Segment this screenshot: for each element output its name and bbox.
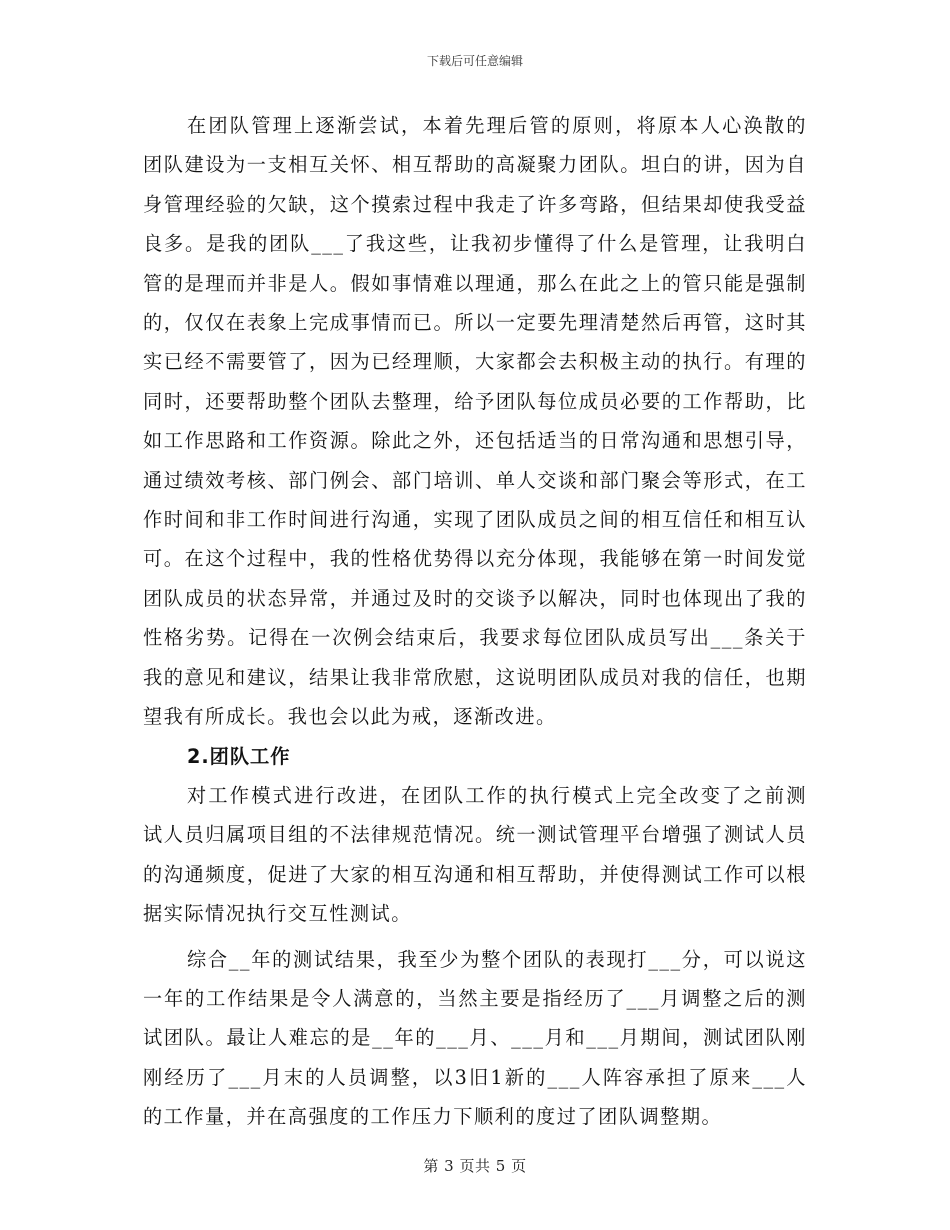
page-footer-page-number: 第 3 页共 5 页 — [423, 1157, 527, 1175]
paragraph-test-results: 综合__年的测试结果，我至少为整个团队的表现打___分，可以说这一年的工作结果是令人满意的，当然主要是指经历了___月调整之后的测试团队。最让人难忘的是__年的___月、___月和___月期间，测试团队刚刚经历了___月末的人员调整，以3旧1新的___人阵容承担了原来___人的工作量，并在高强度的工作压力下顺利的度过了团队调整期。 — [143, 947, 807, 1129]
paragraph-team-management: 在团队管理上逐渐尝试，本着先理后管的原则，将原本人心涣散的团队建设为一支相互关怀、相互帮助的高凝聚力团队。坦白的讲，因为自身管理经验的欠缺，这个摸索过程中我走了许多弯路，但结果却使我受益良多。是我的团队___了我这些，让我初步懂得了什么是管理，让我明白管的是理而并非是人。假如事情难以理通，那么在此之上的管只能是强制的，仅仅在表象上完成事情而已。所以一定要先理清楚然后再管，这时其实已经不需要管了，因为已经理顺，大家都会去积极主动的执行。有理的同时，还要帮助整个团队去整理，给予团队每位成员必要的工作帮助，比如工作思路和工作资源。除此之外，还包括适当的日常沟通和思想引导，通过绩效考核、部门例会、部门培训、单人交谈和部门聚会等形式，在工作时间和非工作时间进行沟通，实现了团队成员之间的相互信任和相互认可。在这个过程中，我的性格优势得以充分体现，我能够在第一时间发觉团队成员的状态异常，并通过及时的交谈予以解决，同时也体现出了我的性格劣势。记得在一次例会结束后，我要求每位团队成员写出___条关于我的意见和建议，结果让我非常欣慰，这说明团队成员对我的信任，也期望我有所成长。我也会以此为戒，逐渐改进。 — [143, 114, 807, 729]
paragraph-work-mode: 对工作模式进行改进，在团队工作的执行模式上完全改变了之前测试人员归属项目组的不法律规范情况。统一测试管理平台增强了测试人员的沟通频度，促进了大家的相互沟通和相互帮助，并使得测试工作可以根据实际情况执行交互性测试。 — [143, 783, 807, 926]
document-body — [143, 106, 807, 1137]
page-header: 下载后可任意编辑 — [426, 54, 523, 68]
section-heading-team-work: 2.团队工作 — [187, 744, 291, 768]
